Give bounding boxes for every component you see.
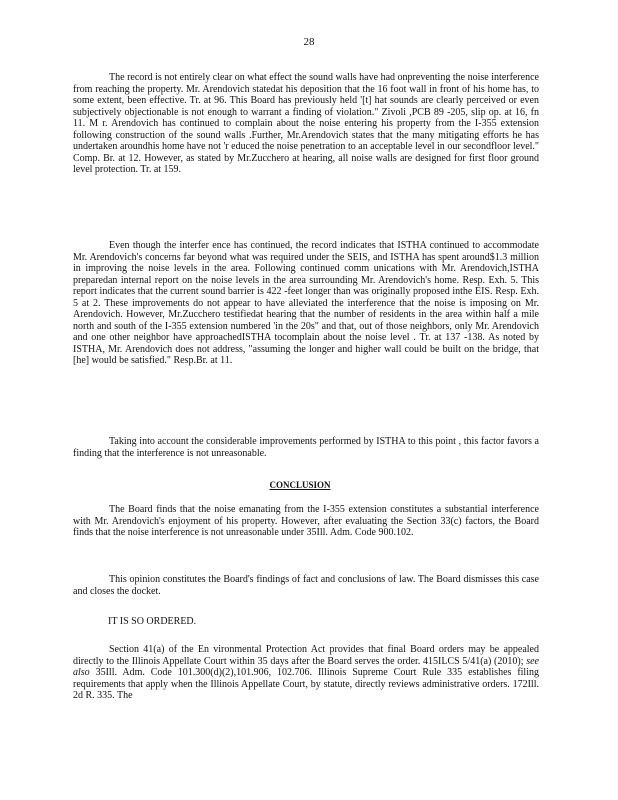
- appeal-text-part-2: 35Ill. Adm. Code 101.300(d)(2),101.906, 102.706. Illinois Supreme Court Rule 335 establishes filing requirements that apply when the Illinois Appellate Court, by statute, directly reviews administrative orders. 172Ill. 2d R. 335. The: [73, 667, 539, 701]
- paragraph-factor-favors: Taking into account the considerable improvements performed by ISTHA to this point , this factor favors a finding that the interference is not unreasonable.: [73, 436, 539, 459]
- conclusion-heading: CONCLUSION: [269, 480, 331, 490]
- see-also-italic: see also: [73, 655, 539, 678]
- so-ordered-line: IT IS SO ORDERED.: [108, 616, 197, 627]
- paragraph-board-finds: The Board finds that the noise emanating from the I-355 extension constitutes a substantial interference with Mr. Arendovich's enjoyment of his property. However, after evaluating the Section 33(c) factors, the Board finds that the noise interference is not unreasonable under 35Ill. Adm. Code 900.102.: [73, 504, 539, 538]
- page-number: 28: [303, 36, 315, 48]
- appeal-text-part-1: Section 41(a) of the En vironmental Protection Act provides that final Board orders may be appealed directly to the Illinois Appellate Court within 35 days after the Board serves the order. 415ILCS 5/41(a) (2010);: [73, 644, 539, 667]
- paragraph-opinion-constitutes: This opinion constitutes the Board's findings of fact and conclusions of law. The Board dismisses this case and closes the docket.: [73, 574, 539, 597]
- paragraph-appeal-rights: [73, 644, 539, 702]
- paragraph-sound-walls: The record is not entirely clear on what effect the sound walls have had onpreventing the noise interference from reaching the property. Mr. Arendovich statedat his deposition that the 16 foot wall in front of his home has, to some extent, been effective. Tr. at 96. This Board has previously held '[t] hat sounds are clearly perceived or even subjectively objectionable is not enough to warrant a finding of violation." Zivoli ,PCB 89 -205, slip op. at 16, fn 11. M r. Arendovich has continued to complain about the noise entering his property from the I-355 extension following construction of the sound walls .Further, Mr.Arendovich states that the many mitigating efforts he has undertaken aroundhis home have not 'r educed the noise penetration to an acceptable level in our secondfloor level." Comp. Br. at 12. However, as stated by Mr.Zucchero at hearing, all noise walls are designed for first floor ground level protection. Tr. at 159.: [73, 72, 539, 175]
- paragraph-interference-continued: Even though the interfer ence has continued, the record indicates that ISTHA continued to accommodate Mr. Arendovich's concerns far beyond what was required under the SEIS, and ISTHA has spent around$1.3 million in improving the noise levels in the area. Following continued comm unications with Mr. Arendovich,ISTHA preparedan internal report on the noise levels in the area surrounding Mr. Arendovich's home. Resp. Exh. 5. This report indicates that the current sound barrier is 422 -feet longer than was originally proposed inthe EIS. Resp. Exh. 5 at 2. These improvements do not appear to have alleviated the interference that the noise is imposing on Mr. Arendovich. However, Mr.Zucchero testifiedat hearing that the number of residents in the area within half a mile north and south of the I-355 extension numbered 'in the 20s" and that, out of those neighbors, only Mr. Arendovich and one other neighbor have approachedISTHA tocomplain about the noise level . Tr. at 137 -138. As noted by ISTHA, Mr. Arendovich does not address, "assuming the longer and higher wall could be built on the bridge, that [he] would be satisfied." Resp.Br. at 11.: [73, 240, 539, 366]
